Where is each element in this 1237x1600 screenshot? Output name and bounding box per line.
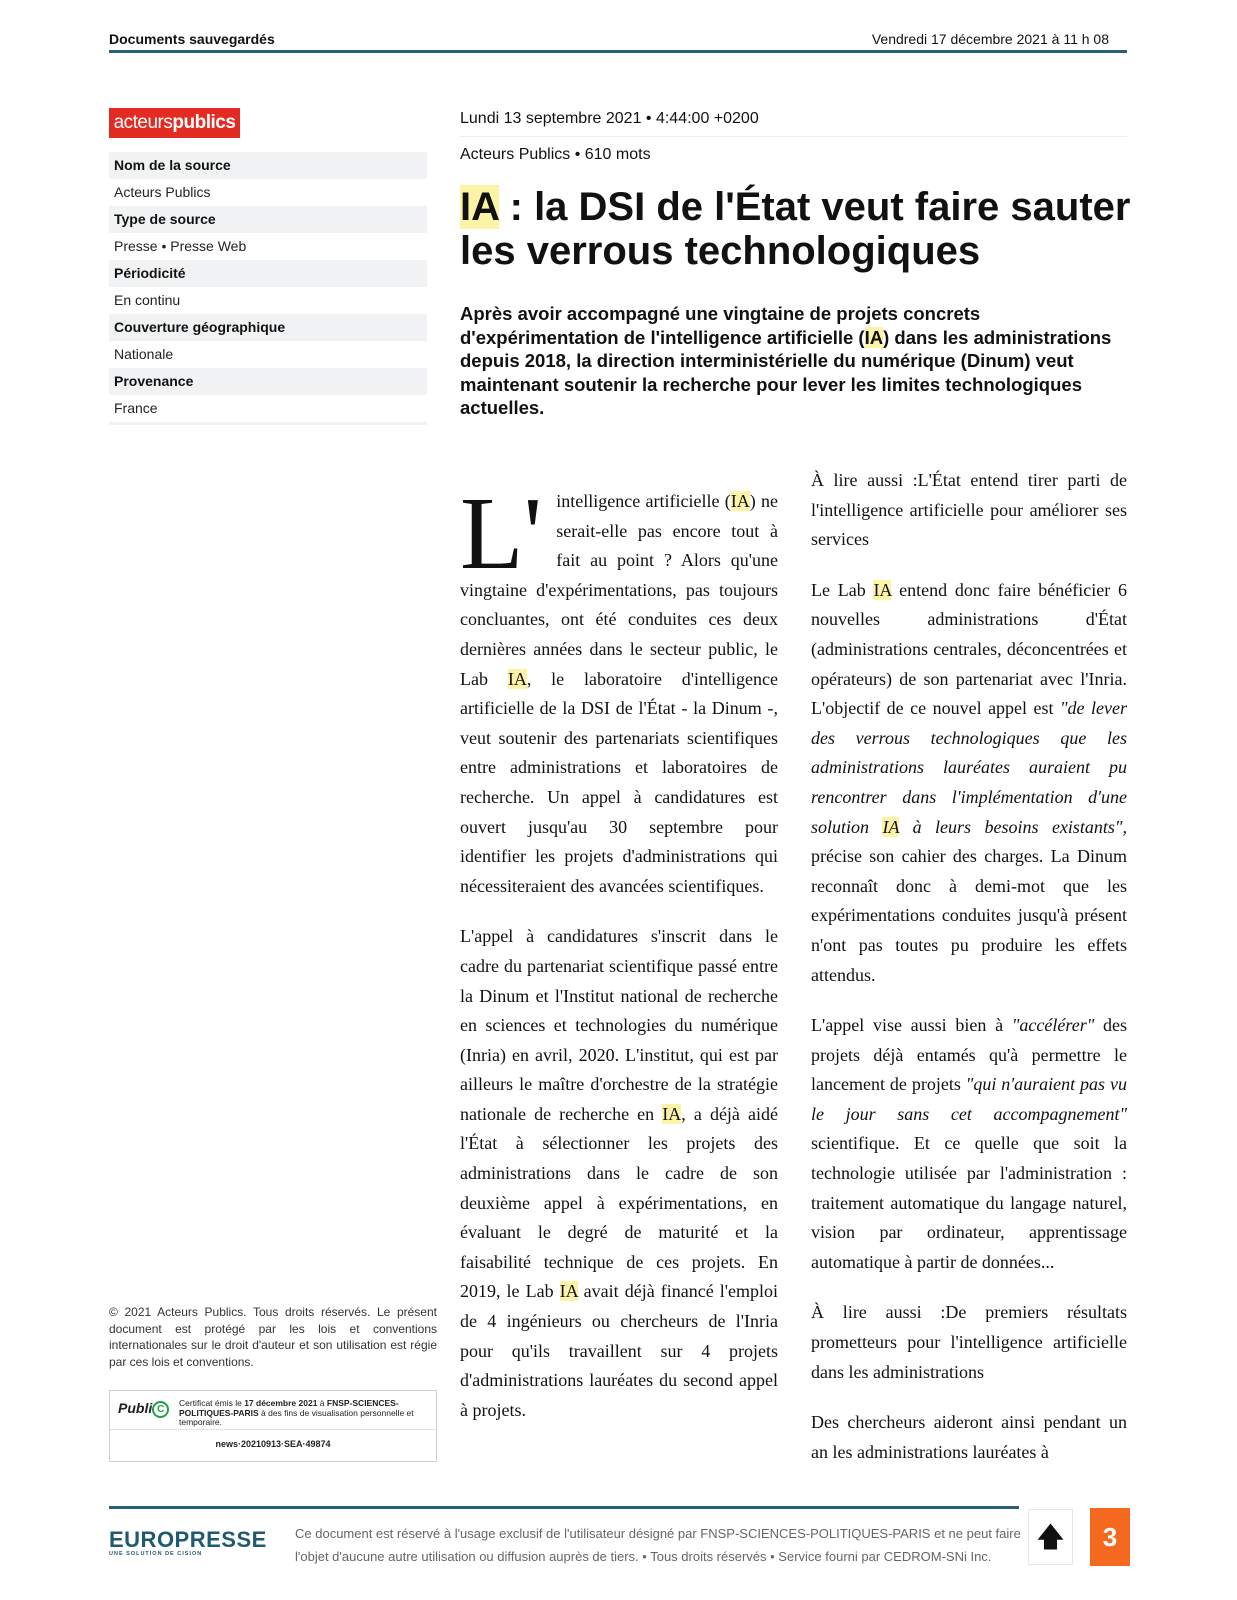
highlight-ia: IA (460, 185, 499, 229)
highlight-ia: IA (864, 326, 884, 348)
meta-value-origin: France (109, 395, 427, 422)
highlight-ia: IA (873, 579, 892, 600)
article-column-2 (811, 466, 1127, 1488)
paragraph-read-also-1: À lire aussi :L'État entend tirer parti de l'intelligence artificielle pour améliorer ses services (811, 470, 1127, 550)
meta-value-coverage: Nationale (109, 341, 427, 368)
usage-notice: Ce document est réservé à l'usage exclusif de l'utilisateur désigné par FNSP-SCIENCES-POLITIQUES-PARIS et ne peut faire l'objet d'aucune autre utilisation ou diffusion auprès de tiers. • Tous droits réservés • Service fourni par CEDROM-SNi Inc. (295, 1526, 1021, 1564)
drop-cap: L' (460, 476, 543, 591)
highlight-ia: IA (662, 1103, 682, 1124)
meta-label-periodicity: Périodicité (109, 260, 427, 287)
meta-value-periodicity: En continu (109, 287, 427, 314)
page-number: 3 (1090, 1508, 1130, 1566)
dateline-divider (460, 136, 1127, 137)
article-lead: Après avoir accompagné une vingtaine de projets concrets d'expérimentation de l'intelligence artificielle (IA) dans les administrations depuis 2018, la direction interministérielle du numérique (Dinum) veut maintenant soutenir la recherche pour lever les limites technologiques actuelles. (460, 303, 1112, 418)
meta-label-source-type: Type de source (109, 206, 427, 233)
meta-label-origin: Provenance (109, 368, 427, 395)
meta-value-source-type: Presse • Presse Web (109, 233, 427, 260)
paragraph-5: L'appel vise aussi bien à "accélérer" des projets déjà entamés qu'à permettre le lancement de projets "qui n'auraient pas vu le jour sans cet accompagnement" scientifique. Et ce quelle que soit la technologie utilisée par l'administration : traitement automatique du langage naturel, vision par ordinateur, apprentissage automatique à partir de données... (811, 1015, 1127, 1272)
paragraph-read-also-2: À lire aussi :De premiers résultats prometteurs pour l'intelligence artificielle dans les administrations (811, 1302, 1127, 1382)
certificate-text: Certificat émis le 17 décembre 2021 à FNSP-SCIENCES-POLITIQUES-PARIS à des fins de visualisation personnelle et temporaire. (179, 1398, 414, 1427)
document-id: news·20210913·SEA·49874 (215, 1439, 331, 1449)
meta-label-coverage: Couverture géographique (109, 314, 427, 341)
certificate-divider (110, 1429, 436, 1430)
saved-documents-label: Documents sauvegardés (109, 31, 275, 47)
source-metadata-panel (109, 152, 427, 425)
meta-bottom-rule (109, 422, 427, 425)
europresse-logo: EUROPRESSE (109, 1527, 267, 1552)
acteurs-publics-logo: acteurspublics (109, 108, 240, 138)
copyright-notice: © 2021 Acteurs Publics. Tous droits réservés. Le présent document est protégé par les lois et conventions internationales sur le droit d'auteur et son utilisation est régie par ces lois et conventions. (109, 1305, 437, 1369)
arrow-up-icon: 🡅 (1036, 1521, 1065, 1552)
paragraph-7: Des chercheurs aideront ainsi pendant un an les administrations lauréates à (811, 1412, 1127, 1462)
paragraph-2: L'appel à candidatures s'inscrit dans le cadre du partenariat scientifique passé entre la Dinum et l'Institut national de recherche en sciences et technologies du numérique (Inria) en avril, 2020. L'institut, qui est par ailleurs le maître d'orchestre de la stratégie nationale de recherche en IA, a déjà aidé l'État à sélectionner les projets des administrations dans le cadre de son deuxième appel à expérimentations, en évaluant le degré de maturité et la faisabilité technique de ces projets. En 2019, le Lab IA avait déjà financé l'emploi de 4 ingénieurs ou chercheurs de l'Inria pour qu'ils travaillent sur 4 projets d'administrations lauréates du second appel à projets. (460, 926, 778, 1420)
back-to-top-button[interactable] (1028, 1509, 1073, 1565)
highlight-ia: IA (559, 1281, 578, 1302)
highlight-ia: IA (507, 668, 527, 689)
meta-value-source-name: Acteurs Publics (109, 179, 427, 206)
header-divider (109, 50, 1127, 53)
article-column-1 (460, 476, 779, 1446)
highlight-ia: IA (882, 816, 900, 837)
meta-label-source-name: Nom de la source (109, 152, 427, 179)
paragraph-1: L' intelligence artificielle (IA) ne serait-elle pas encore tout à fait au point ? Alors qu'une vingtaine d'expérimentations, pas toujours concluantes, ont été conduites ces deux dernières années dans le secteur public, le Lab IA, le laboratoire d'intelligence artificielle de la DSI de l'État - la Dinum -, veut soutenir des partenariats scientifiques entre administrations et laboratoires de recherche. Un appel à candidatures est ouvert jusqu'au 30 septembre pour identifier les projets d'administrations qui nécessiteraient des avancées scientifiques. (460, 476, 779, 896)
article-title: IA : la DSI de l'État veut faire sauter les verrous technologiques (460, 185, 1131, 273)
footer-divider (109, 1506, 1019, 1509)
publico-logo: Publi C (118, 1400, 169, 1418)
article-source: Acteurs Publics • 610 mots (460, 146, 651, 163)
saved-date: Vendredi 17 décembre 2021 à 11 h 08 (871, 31, 1109, 47)
highlight-ia: IA (730, 491, 750, 511)
certificate-box (109, 1390, 437, 1462)
paragraph-4: Le Lab IA entend donc faire bénéficier 6 nouvelles administrations d'État (administrations centrales, déconcentrées et opérateurs) de son partenariat avec l'Inria. L'objectif de ce nouvel appel est "de lever des verrous technologiques que les administrations lauréates auraient pu rencontrer dans l'implémentation d'une solution IA à leurs besoins existants", précise son cahier des charges. La Dinum reconnaît donc à demi-mot que les expérimentations conduites jusqu'à présent n'ont pas toutes pu produire les effets attendus. (811, 579, 1127, 985)
article-dateline: Lundi 13 septembre 2021 • 4:44:00 +0200 (460, 110, 759, 127)
europresse-tagline: UNE SOLUTION DE CISION (109, 1551, 203, 1557)
